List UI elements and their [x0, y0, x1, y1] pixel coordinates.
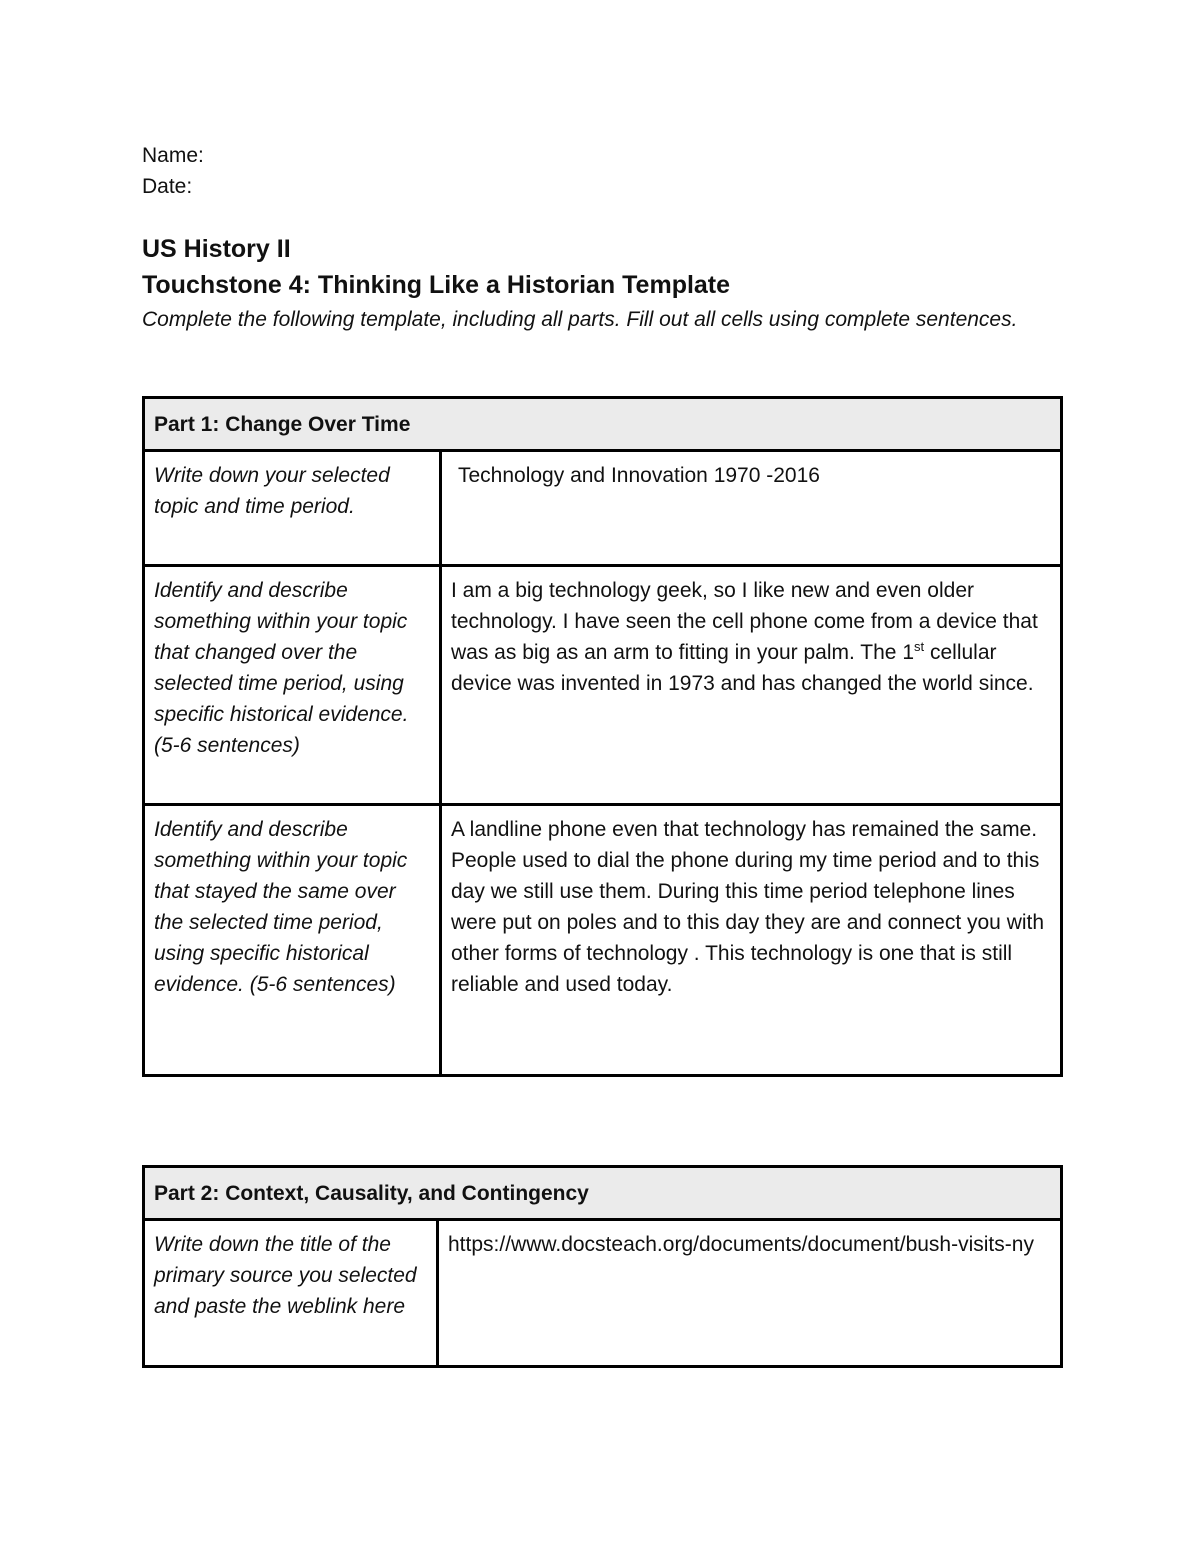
date-label: Date:: [142, 175, 193, 198]
part1-answer-change-text-end: cellular device was invented in 1973 and has changed the world since.: [451, 641, 1034, 695]
table-row: [144, 566, 1062, 805]
part2-header-row: [144, 1167, 1062, 1220]
part1-prompt-topic: Write down your selected topic and time period.: [144, 451, 441, 566]
part1-header-row: [144, 398, 1062, 451]
part1-table: [142, 396, 1063, 1077]
part2-table: [142, 1165, 1063, 1368]
part2-heading: Part 2: Context, Causality, and Contingency: [144, 1167, 1062, 1220]
table-row: [144, 1220, 1062, 1367]
part2-answer-source-link[interactable]: https://www.docsteach.org/documents/document/bush-visits-ny: [438, 1220, 1062, 1367]
name-label: Name:: [142, 144, 204, 167]
part1-answer-change: [441, 566, 1062, 805]
course-title: US History II: [142, 235, 291, 263]
table-row: [144, 451, 1062, 566]
part1-answer-change-text: I am a big technology geek, so I like new and even older technology. I have seen the cell phone come from a device that was as big as an arm to fitting in your palm. The 1: [451, 579, 1038, 664]
part2-prompt-source: Write down the title of the primary source you selected and paste the weblink here: [144, 1220, 438, 1367]
assignment-title: Touchstone 4: Thinking Like a Historian Template: [142, 271, 731, 299]
part1-prompt-continuity: Identify and describe something within your topic that stayed the same over the selected time period, using specific historical evidence. (5-6 sentences): [144, 805, 441, 1076]
part1-answer-continuity: A landline phone even that technology has remained the same. People used to dial the phone during my time period and to this day we still use them. During this time period telephone lines were put on poles and to this day they are and connect you with other forms of technology . This technology is one that is still reliable and used today.: [441, 805, 1062, 1076]
table-row: [144, 805, 1062, 1076]
part1-prompt-change: Identify and describe something within your topic that changed over the selected time period, using specific historical evidence. (5-6 sentences): [144, 566, 441, 805]
part1-heading: Part 1: Change Over Time: [144, 398, 1062, 451]
part1-answer-topic: Technology and Innovation 1970 -2016: [441, 451, 1062, 566]
superscript-ordinal: st: [914, 639, 925, 654]
instructions: Complete the following template, including all parts. Fill out all cells using complete sentences.: [142, 308, 1018, 331]
